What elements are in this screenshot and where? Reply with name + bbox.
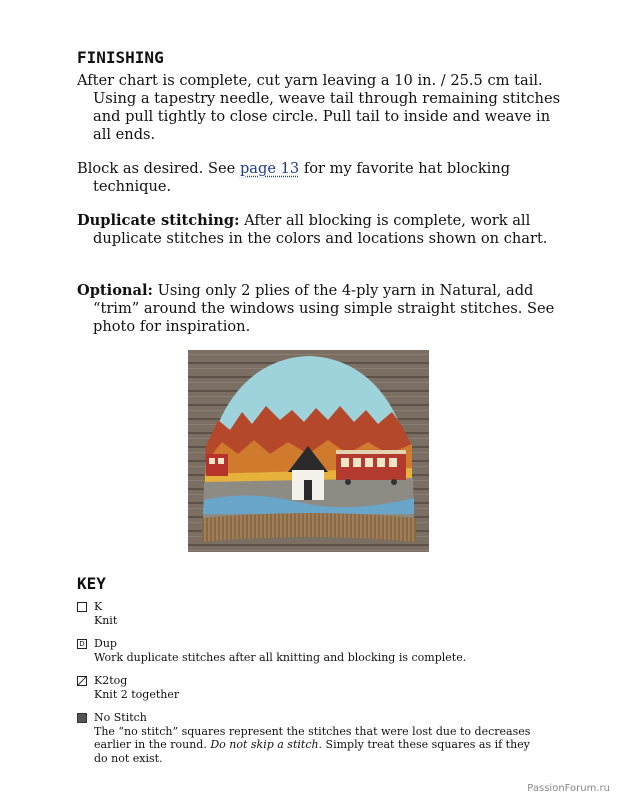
no-stitch-desc-emphasis: Do not skip a stitch. (210, 738, 323, 752)
duplicate-stitching-paragraph (77, 212, 563, 248)
key-item-name: K2tog (94, 674, 128, 687)
knitted-hat-image (188, 350, 429, 552)
optional-text: Using only 2 plies of the 4-ply yarn in Natural, add “trim” around the windows using simple straight stitches. See photo for inspiration. (93, 282, 555, 335)
finishing-heading: FINISHING (77, 48, 164, 67)
d-square-icon: D (77, 639, 87, 649)
optional-paragraph (77, 282, 563, 336)
no-stitch-desc-start: The “no stitch” squares represent the stitches that were lost due to decreases earlier in the round. (94, 724, 531, 752)
hat-photo (188, 350, 429, 552)
finishing-paragraph-2 (77, 160, 563, 196)
key-item-desc: Knit 2 together (94, 687, 180, 701)
diagonal-slash-square-icon (77, 676, 87, 686)
key-item-desc (94, 725, 534, 766)
watermark: PassionForum.ru (527, 783, 610, 794)
no-stitch-desc-end: Simply treat these squares as if they do not exist. (94, 738, 530, 765)
filled-square-icon (77, 713, 87, 723)
key-item-desc: Knit (94, 613, 118, 627)
blocking-text-start: Block as desired. See (77, 160, 240, 177)
page-13-link[interactable]: page 13 (239, 160, 300, 177)
duplicate-stitching-label: Duplicate stitching: (77, 212, 240, 229)
optional-label: Optional: (77, 282, 153, 299)
duplicate-stitching-text: After all blocking is complete, work all duplicate stitches in the colors and locations shown on chart. (93, 212, 548, 247)
key-item-desc: Work duplicate stitches after all knitting and blocking is complete. (94, 650, 467, 664)
key-item-name: Dup (94, 637, 117, 650)
blocking-text-end: for my favorite hat blocking technique. (93, 160, 511, 195)
empty-square-icon (77, 602, 87, 612)
key-item-name: K (94, 600, 103, 613)
key-item-name: No Stitch (94, 711, 147, 724)
finishing-paragraph-1: After chart is complete, cut yarn leaving a 10 in. / 25.5 cm tail. Using a tapestry needle, weave tail through remaining stitches and pull tightly to close circle. Pull tail to inside and weave in all ends. (77, 72, 561, 143)
key-heading: KEY (77, 574, 106, 593)
